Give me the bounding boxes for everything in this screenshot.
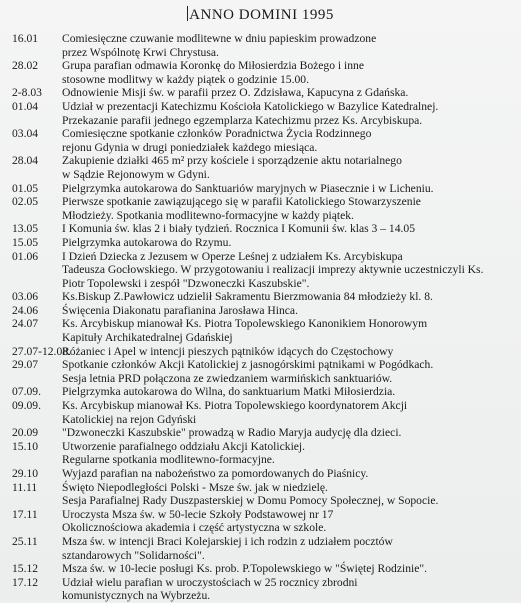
entry-text — [62, 250, 511, 291]
entry-text — [62, 562, 511, 576]
chronicle-entry — [12, 399, 511, 426]
chronicle-entry — [12, 535, 511, 562]
entry-line: "Dzwoneczki Kaszubskie" prowadzą w Radio Maryja audycję dla dzieci. — [62, 426, 402, 440]
entry-text — [62, 127, 511, 154]
entry-text — [62, 440, 511, 467]
entry-text — [62, 481, 511, 508]
chronicle-entry — [12, 304, 511, 318]
entry-date: 20.09 — [12, 426, 39, 440]
entry-line: Msza św. w intencji Braci Kolejarskiej i ich rodzin z udziałem pocztów — [62, 534, 393, 548]
entry-text — [62, 86, 511, 100]
entry-line: Kapituły Archikatedralnej Gdańskiej — [62, 331, 233, 345]
chronicle-entry — [12, 154, 511, 181]
entry-text — [62, 100, 511, 127]
entry-line: Spotkanie członków Akcji Katolickiej z jasnogórskimi pątnikami w Pogódkach. — [62, 358, 434, 372]
entry-line: Uroczysta Msza św. w 50-lecie Szkoły Podstawowej nr 17 — [62, 507, 334, 521]
entry-text — [62, 358, 511, 385]
entry-date: 17.11 — [12, 507, 38, 521]
entry-date: 03.04 — [12, 127, 39, 141]
document-title — [0, 6, 521, 24]
entry-line: I Komunia św. klas 2 i biały tydzień. Rocznica I Komunii św. klas 3 – 14.05 — [62, 222, 416, 236]
entry-date: 29.07 — [12, 358, 39, 372]
entry-text — [62, 426, 511, 440]
entry-line: Msza św. w 10-lecie posługi Ks. prob. P.Topolewskiego w "Świętej Rodzinie". — [62, 562, 428, 576]
chronicle-entry — [12, 345, 511, 359]
entry-line: Okolicznościowa akademia i część artystyczna w szkole. — [62, 521, 327, 535]
entry-line: Piotr Topolewski i zespół "Dzwoneczki Kaszubskie". — [62, 276, 310, 290]
entry-line: Udział wielu parafian w uroczystościach w 25 rocznicy zbrodni — [62, 575, 358, 589]
entry-text — [62, 236, 511, 250]
entry-date: 13.05 — [12, 222, 39, 236]
entry-line: Ks.Biskup Z.Pawłowicz udzielił Sakramentu Bierzmowania 84 młodzieży kl. 8. — [62, 290, 433, 304]
entry-line: Wyjazd parafian na nabożeństwo za pomordowanych do Piaśnicy. — [62, 467, 369, 480]
chronicle-entry — [12, 481, 511, 508]
entry-line: Katolickiej na rejon Gdyński — [62, 412, 197, 426]
chronicle-entry — [12, 467, 511, 481]
chronicle-entry — [12, 576, 511, 603]
entry-line: Udział w prezentacji Katechizmu Kościoła Katolickiego w Bazylice Katedralnej. — [62, 99, 439, 113]
chronicle-entry — [12, 290, 511, 304]
entry-date: 24.06 — [12, 303, 39, 317]
entry-text — [62, 345, 511, 359]
entry-line: Comiesięczne spotkanie członków Poradnictwa Życia Rodzinnego — [62, 127, 372, 141]
entry-line: Utworzenie parafialnego oddziału Akcji Katolickiej. — [62, 439, 306, 453]
chronicle-entry — [12, 562, 511, 576]
entry-line: Odnowienie Misji św. w parafii przez O. Zdzisława, Kapucyna z Gdańska. — [62, 86, 409, 100]
entry-text — [62, 317, 511, 344]
chronicle-entry — [12, 317, 511, 344]
entry-date: 2-8.03 — [12, 86, 42, 100]
entry-line: Grupa parafian odmawia Koronkę do Miłosierdzia Bożego i inne — [62, 59, 364, 73]
entry-text — [62, 222, 511, 236]
entry-text — [62, 195, 511, 222]
entry-text — [62, 467, 511, 481]
entry-date: 07.09. — [12, 385, 41, 399]
chronicle-entry — [12, 385, 511, 399]
entry-line: sztandarowych "Solidarności". — [62, 548, 205, 562]
entry-date: 01.06 — [12, 249, 39, 263]
chronicle-entry — [12, 182, 511, 196]
chronicle-entry — [12, 426, 511, 440]
entry-text — [62, 32, 511, 59]
entry-line: Pierwsze spotkanie zawiązującego się w parafii Katolickiego Stowarzyszenie — [62, 195, 421, 209]
entry-line: Święcenia Diakonatu parafianina Jarosława Hinca. — [62, 303, 298, 317]
entry-line: Ks. Arcybiskup mianował Ks. Piotra Topolewskiego Kanonikiem Honorowym — [62, 317, 428, 331]
entry-text — [62, 154, 511, 181]
entry-line: komunistycznych na Wybrzeżu. — [62, 589, 211, 603]
entry-text — [62, 59, 511, 86]
chronicle-entry — [12, 440, 511, 467]
entry-date: 28.02 — [12, 59, 39, 73]
entry-date: 09.09. — [12, 399, 41, 413]
entry-date: 15.05 — [12, 235, 39, 249]
entry-date: 01.05 — [12, 181, 39, 195]
entry-line: Zakupienie działki 465 m² przy kościele i sporządzenie aktu notarialnego — [62, 154, 402, 168]
entry-line: I Dzień Dziecka z Jezusem w Operze Leśnej z udziałem Ks. Arcybiskupa — [62, 249, 403, 263]
entry-line: Młodzieży. Spotkania modlitewno-formacyjne w każdy piątek. — [62, 208, 354, 222]
chronicle-entries — [12, 32, 511, 603]
entry-date: 17.12 — [12, 575, 39, 589]
entry-text — [62, 399, 511, 426]
chronicle-entry — [12, 195, 511, 222]
entry-line: w Sądzie Rejonowym w Gdyni. — [62, 167, 210, 181]
entry-line: Różaniec i Apel w intencji pieszych pątników idących do Częstochowy — [62, 344, 394, 358]
entry-date: 03.06 — [12, 290, 39, 304]
chronicle-entry — [12, 100, 511, 127]
chronicle-entry — [12, 59, 511, 86]
entry-line: Sesja Parafialnej Rady Duszpasterskiej w Domu Pomocy Społecznej, w Sopocie. — [62, 494, 439, 508]
entry-text — [62, 535, 511, 562]
entry-line: rejonu Gdynia w drugi poniedziałek każdego miesiąca. — [62, 140, 318, 154]
entry-text — [62, 576, 511, 603]
entry-date: 15.12 — [12, 562, 39, 576]
entry-line: Święto Niepodległości Polski - Msze św. jak w niedzielę. — [62, 480, 328, 494]
entry-date: 11.11 — [12, 480, 38, 494]
chronicle-entry — [12, 508, 511, 535]
entry-line: Sesja letnia PRD połączona ze zwiedzaniem warmińskich sanktuariów. — [62, 371, 393, 385]
chronicle-entry — [12, 127, 511, 154]
entry-line: Comiesięczne czuwanie modlitewne w dniu papieskim prowadzone — [62, 32, 377, 45]
entry-line: Przekazanie parafii jednego egzemplarza Katechizmu przez Ks. Arcybiskupa. — [62, 113, 423, 127]
entry-date: 15.10 — [12, 439, 39, 453]
chronicle-entry — [12, 32, 511, 59]
entry-text — [62, 385, 511, 399]
entry-date: 25.11 — [12, 534, 38, 548]
entry-date: 16.01 — [12, 32, 39, 45]
entry-line: Pielgrzymka autokarowa do Rzymu. — [62, 235, 232, 249]
entry-date: 01.04 — [12, 99, 39, 113]
entry-line: stosowne modlitwy w każdy piątek o godzinie 15.00. — [62, 72, 309, 86]
entry-date: 02.05 — [12, 195, 39, 209]
chronicle-entry — [12, 250, 511, 291]
entry-line: Regularne spotkania modlitewno-formacyjne. — [62, 453, 275, 467]
entry-line: Ks. Arcybiskup mianował Ks. Piotra Topolewskiego koordynatorem Akcji — [62, 399, 408, 413]
chronicle-entry — [12, 358, 511, 385]
entry-line: Pielgrzymka autokarowa do Sanktuariów maryjnych w Piasecznie i w Licheniu. — [62, 181, 434, 195]
entry-date: 29.10 — [12, 467, 39, 480]
entry-text — [62, 508, 511, 535]
entry-text — [62, 304, 511, 318]
chronicle-entry — [12, 222, 511, 236]
document-title-text: ANNO DOMINI 1995 — [189, 7, 334, 23]
entry-text — [62, 182, 511, 196]
entry-text — [62, 290, 511, 304]
chronicle-entry — [12, 86, 511, 100]
entry-line: Pielgrzymka autokarowa do Wilna, do sanktuarium Matki Miłosierdzia. — [62, 385, 396, 399]
entry-date: 27.07-12.08. — [12, 344, 71, 358]
entry-line: przez Wspólnotę Krwi Chrystusa. — [62, 45, 219, 59]
chronicle-entry — [12, 236, 511, 250]
entry-date: 24.07 — [12, 317, 39, 331]
entry-date: 28.04 — [12, 154, 39, 168]
entry-line: Tadeusza Gocłowskiego. W przygotowaniu i realizacji imprezy aktywnie uczestniczyli Ks. — [62, 263, 484, 277]
